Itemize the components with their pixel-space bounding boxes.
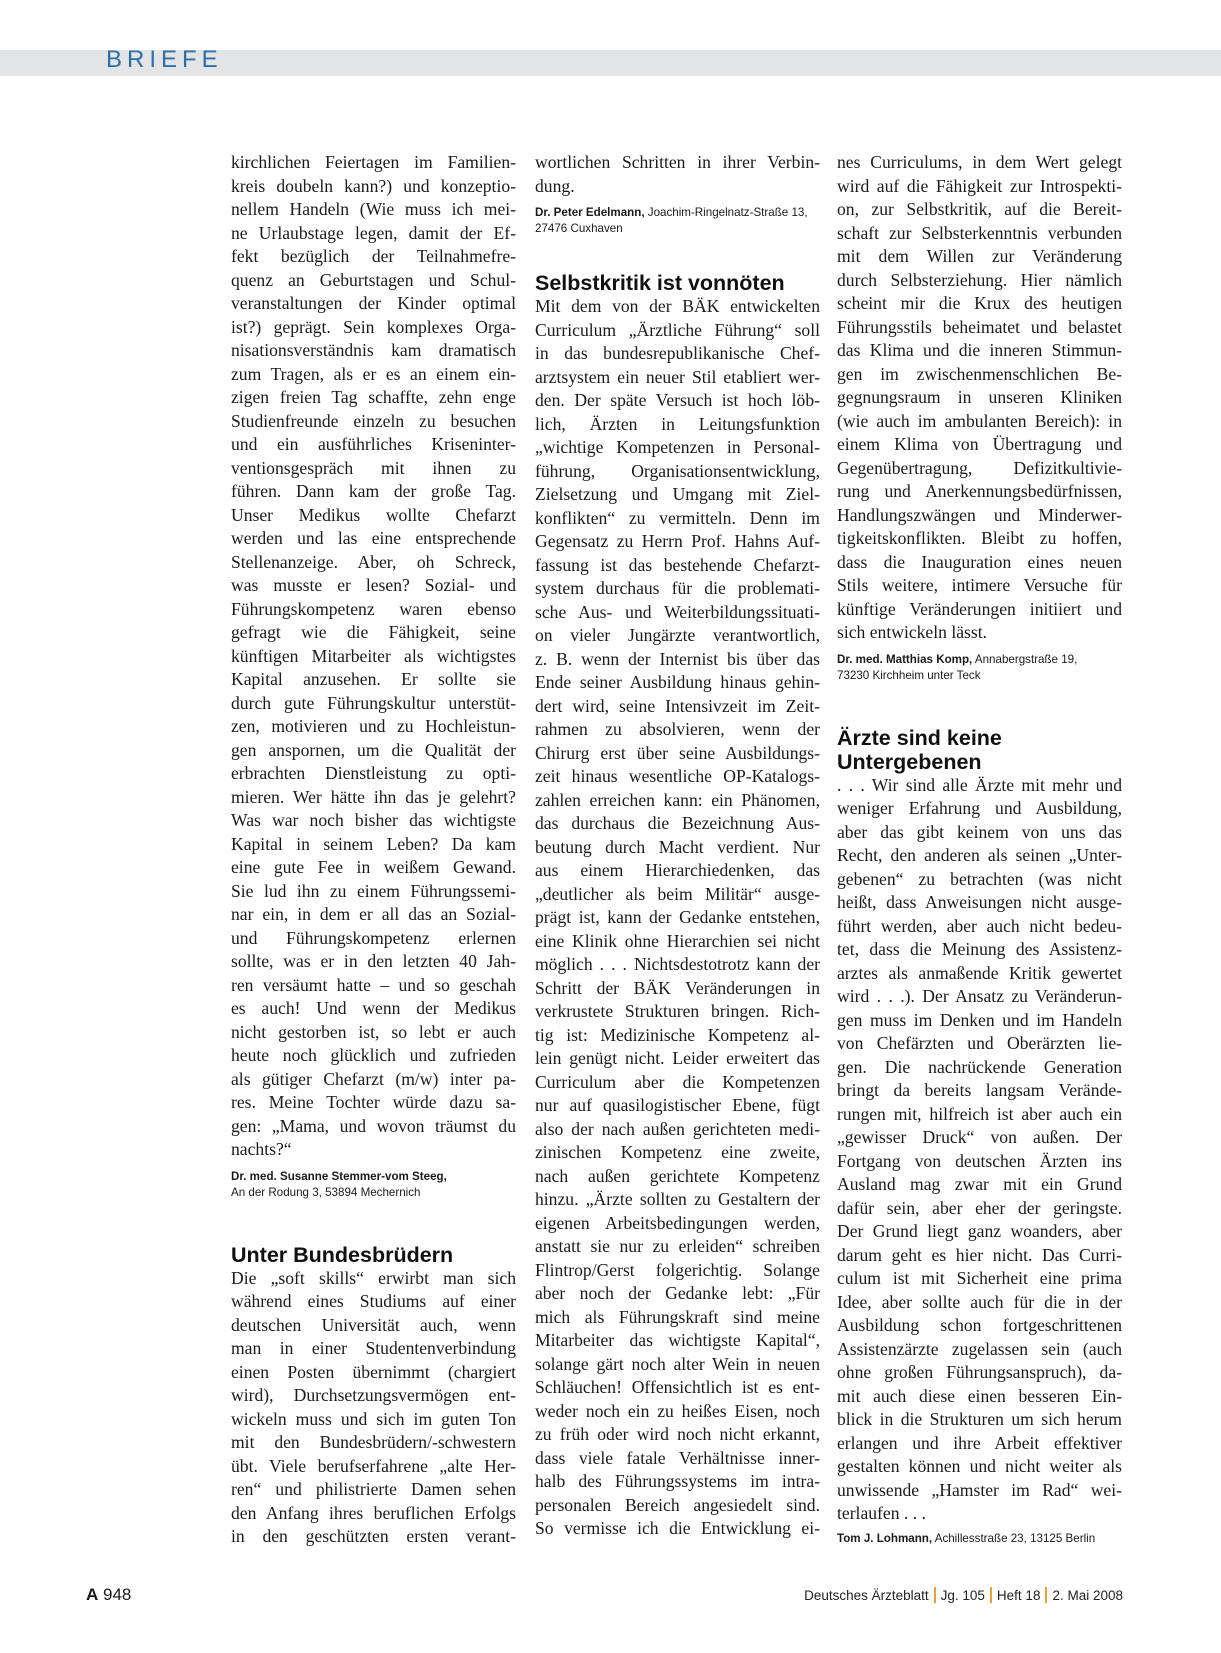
text-line: was musste er lesen? Sozial- und <box>231 575 516 595</box>
letter-body <box>231 1267 516 1549</box>
text-line: und Führungskompetenz erlernen <box>231 927 516 948</box>
text-line: einen Posten übernimmt (chargiert <box>231 1361 516 1382</box>
signature-address: Joachim-Ringelnatz-Straße 13, <box>644 206 808 219</box>
text-line: wird auf die Fähigkeit zur Introspekti- <box>837 175 1122 196</box>
text-line: zeit hinaus wesentliche OP-Katalogs- <box>535 766 820 786</box>
text-line: dass viele fatale Verhältnisse inner- <box>535 1447 820 1468</box>
text-line: quenz an Geburtstagen und Schul- <box>231 269 516 290</box>
text-line: den Anfang ihres beruflichen Erfolgs <box>231 1502 516 1523</box>
section-title: BRIEFE <box>106 46 223 73</box>
letter-heading <box>535 271 820 295</box>
text-line: aus einem Hierarchiedenken, das <box>535 860 820 880</box>
text-line: ne Urlaubstage legen, damit der Ef- <box>231 222 516 243</box>
signature-address: 27476 Cuxhaven <box>535 222 623 235</box>
text-line: dass die Inauguration eines neuen <box>837 551 1122 572</box>
text-line: zahlen erreichen kann: ein Phänomen, <box>535 789 820 810</box>
text-line: erbrachten Dienstleistung zu opti- <box>231 763 516 783</box>
text-line: So vermisse ich die Entwicklung ei- <box>535 1518 820 1538</box>
text-line: zen, motivieren und zu Hochleistun- <box>231 716 516 736</box>
text-line: nicht gestorben ist, so lebt er auch <box>231 1021 516 1042</box>
text-line: das Klima und die inneren Stimmun- <box>837 340 1122 360</box>
column-1 <box>231 151 516 1549</box>
text-line: Fortgang von deutschen Ärzten ins <box>837 1150 1122 1171</box>
text-line: kreis doubeln kann?) und konzeptio- <box>231 175 516 196</box>
text-line: veranstaltungen der Kinder optimal <box>231 293 516 313</box>
text-line: werden und las eine entsprechende <box>231 528 516 548</box>
text-line: erlangen und ihre Arbeit effektiver <box>837 1432 1122 1453</box>
text-line: als gütiger Chefarzt (m/w) inter pa- <box>231 1068 516 1089</box>
text-line: schaft zur Selbsterkenntnis verbunden <box>837 222 1122 243</box>
text-line: dafür sein, aber eher der geringste. <box>837 1197 1122 1218</box>
text-line: heute noch glücklich und zufrieden <box>231 1045 516 1065</box>
text-line: führt werden, aber auch nicht bedeu- <box>837 915 1122 936</box>
text-line: rung und Anerkennungsbedürfnissen, <box>837 481 1122 501</box>
text-line: man in einer Studentenverbindung <box>231 1338 516 1358</box>
text-line: von Chefärzten und Oberärzten lie- <box>837 1033 1122 1053</box>
text-line: ventionsgespräch mit ihnen zu <box>231 457 516 478</box>
text-line: gen muss im Denken und im Handeln <box>837 1009 1122 1030</box>
text-line: mieren. Wer hätte ihn das je gelehrt? <box>231 786 516 807</box>
text-line: (wie auch im ambulanten Bereich): in <box>837 410 1122 431</box>
text-line: Assistenzärzte zugelassen sein (auch <box>837 1338 1122 1359</box>
separator <box>990 1587 992 1603</box>
text-line: scheint mir die Krux des heutigen <box>837 293 1122 313</box>
text-line: sche Aus- und Weiterbildungssituati- <box>535 601 820 622</box>
text-line: sich entwickeln lässt. <box>837 622 988 642</box>
text-line: einem Klima von Übertragung und <box>837 434 1122 454</box>
text-line: wird . . .). Der Ansatz zu Veränderun- <box>837 986 1122 1006</box>
text-line: wird), Durchsetzungsvermögen ent- <box>231 1385 516 1405</box>
letter-signature <box>535 205 820 237</box>
column-2 <box>535 151 820 1541</box>
text-line: eine Klinik ohne Hierarchien sei nicht <box>535 930 820 951</box>
signature-address: Annabergstraße 19, <box>972 652 1078 666</box>
text-line: fassung ist das bestehende Chefarzt- <box>535 554 820 575</box>
text-line: on, zur Selbstkritik, auf die Bereit- <box>837 199 1122 219</box>
text-line: Mitarbeiter das wichtigste Kapital“, <box>535 1330 820 1350</box>
text-line: gestalten können und nicht weiter als <box>837 1456 1122 1476</box>
text-line: hinzu. „Ärzte sollten zu Gestaltern der <box>535 1189 820 1209</box>
text-line: culum ist mit Sicherheit eine prima <box>837 1268 1122 1288</box>
text-line: gen im zwischenmenschlichen Be- <box>837 363 1122 384</box>
letter-heading-text: Unter Bundesbrüdern <box>231 1242 454 1267</box>
text-line: eine gute Fee in weißem Gewand. <box>231 857 516 877</box>
text-line: prägt ist, kann der Gedanke entstehen, <box>535 907 820 927</box>
text-line: wickeln muss und sich im guten Ton <box>231 1408 516 1429</box>
text-line: nes Curriculums, in dem Wert gelegt <box>837 152 1122 172</box>
letter-heading-text: Ärzte sind keine <box>837 725 1002 750</box>
letter-signature <box>231 1169 516 1201</box>
text-line: gen anspornen, um die Qualität der <box>231 739 516 760</box>
text-line: nar ein, in dem er all das an Sozial- <box>231 904 516 924</box>
text-line: ist?) geprägt. Sein komplexes Orga- <box>231 316 516 337</box>
text-line: Recht, den anderen als seinen „Unter- <box>837 845 1122 865</box>
text-line: arztsystem ein neuer Stil etabliert wer- <box>535 366 820 387</box>
text-line: Stellenanzeige. Aber, oh Schreck, <box>231 551 516 572</box>
text-line: „gewisser Druck“ von außen. Der <box>837 1127 1122 1147</box>
text-line: Ausland mag zwar mit ein Grund <box>837 1174 1122 1194</box>
text-line: mit auch diese einen besseren Ein- <box>837 1385 1122 1406</box>
signature-name: Dr. Peter Edelmann, <box>535 206 645 219</box>
text-line: dert wird, seine Intensivzeit im Zeit- <box>535 695 820 716</box>
text-line: nach außen gerichtete Kompetenz <box>535 1165 820 1186</box>
text-line: tigkeitskonflikten. Bleibt zu hoffen, <box>837 528 1122 548</box>
text-line: Handlungszwängen und Minderwer- <box>837 504 1122 525</box>
text-line: zum Tragen, als er es an einem ein- <box>231 363 516 384</box>
journal-date: 2. Mai 2008 <box>1052 1588 1123 1603</box>
text-line: gen. Die nachrückende Generation <box>837 1056 1122 1077</box>
text-line: mit den Bundesbrüdern/-schwestern <box>231 1432 516 1452</box>
text-line: ohne großen Führungsanspruch), da- <box>837 1362 1122 1382</box>
text-line: Ausbildung schon fortgeschrittenen <box>837 1315 1122 1335</box>
page-number <box>86 1585 131 1605</box>
letter-heading-text: Untergebenen <box>837 749 982 774</box>
text-line: Schläuchen! Offensichtlich ist es ent- <box>535 1377 820 1397</box>
text-line: kirchlichen Feiertagen im Familien- <box>231 152 516 172</box>
text-line: tig ist: Medizinische Kompetenz al- <box>535 1024 820 1045</box>
text-line: weniger Erfahrung und Ausbildung, <box>837 798 1122 818</box>
text-line: gen: „Mama, und wovon träumst du <box>231 1115 516 1136</box>
signature-address: 73230 Kirchheim unter Teck <box>837 668 981 682</box>
text-line: also der nach außen gerichteten medi- <box>535 1118 820 1139</box>
text-line: nellem Handeln (Wie muss ich mei- <box>231 199 516 219</box>
text-line: nisationsverständnis kam dramatisch <box>231 340 516 360</box>
text-line: on vieler Jungärzte verantwortlich, <box>535 625 820 645</box>
text-line: Sie lud ihn zu einem Führungssemi- <box>231 880 516 901</box>
text-line: konflikten“ zu vermitteln. Denn im <box>535 507 820 528</box>
text-line: möglich . . . Nichtsdestotrotz kann der <box>535 954 820 974</box>
text-line: Idee, aber sollte auch für die in der <box>837 1291 1122 1312</box>
text-line: anstatt sie nur zu erleiden“ schreiben <box>535 1236 820 1256</box>
text-line: wortlichen Schritten in ihrer Verbin- <box>535 152 820 172</box>
letter-body <box>535 295 820 1541</box>
letter-signature <box>837 1531 1122 1547</box>
text-line: Unser Medikus wollte Chefarzt <box>231 504 516 525</box>
text-line: Gegenübertragung, Defizitkultivie- <box>837 457 1122 478</box>
text-line: durch gute Führungskultur unterstüt- <box>231 692 516 713</box>
text-line: zinischen Kompetenz eine zweite, <box>535 1142 820 1162</box>
text-line: Was war noch bisher das wichtigste <box>231 810 516 830</box>
signature-name: Tom J. Lohmann, <box>837 1531 933 1545</box>
text-line: mich als Führungskraft sind meine <box>535 1306 820 1327</box>
text-line: Ende seiner Ausbildung hinaus gehin- <box>535 672 820 692</box>
text-line: durch Selbsterziehung. Hier nämlich <box>837 269 1122 290</box>
text-line: Flintrop/Gerst folgerichtig. Solange <box>535 1259 820 1280</box>
text-line: nur auf quasilogistischer Ebene, fügt <box>535 1095 820 1115</box>
text-line: nachts?“ <box>231 1139 292 1159</box>
text-line: und ein ausführliches Kriseninter- <box>231 434 516 454</box>
text-line: zigen freien Tag schaffte, zehn enge <box>231 387 516 407</box>
text-line: res. Meine Tochter würde dazu sa- <box>231 1092 516 1112</box>
journal-issue: Heft 18 <box>996 1588 1041 1603</box>
signature-address: An der Rodung 3, 53894 Mechernich <box>231 1185 421 1199</box>
text-line: gegnungsraum in unseren Kliniken <box>837 387 1122 407</box>
text-line: rahmen zu absolvieren, wenn der <box>535 719 820 739</box>
text-line: eigenen Arbeitsbedingungen werden, <box>535 1212 820 1233</box>
text-line: Curriculum aber die Kompetenzen <box>535 1071 820 1092</box>
text-line: terlaufen . . . <box>837 1503 926 1523</box>
text-line: es auch! Und wenn der Medikus <box>231 998 516 1018</box>
text-line: rungen mit, hilfreich ist aber auch ein <box>837 1103 1122 1124</box>
text-line: dung. <box>535 175 575 196</box>
letter-body <box>231 151 516 1162</box>
journal-info <box>804 1587 1123 1603</box>
text-line: Kapital anzusehen. Er sollte sie <box>231 669 516 689</box>
text-line: Führungskompetenz waren ebenso <box>231 598 516 619</box>
text-line: das durchaus die Bezeichnung Aus- <box>535 813 820 833</box>
text-line: fekt bezüglich der Teilnahmefre- <box>231 246 516 266</box>
text-line: sollte, was er in den letzten 40 Jah- <box>231 951 516 971</box>
text-line: Zielsetzung und Umgang mit Ziel- <box>535 484 820 504</box>
page-num: 948 <box>103 1585 132 1604</box>
text-line: beutung durch Macht verdient. Nur <box>535 836 820 857</box>
text-line: gebenen“ zu betrachten (was nicht <box>837 868 1122 889</box>
signature-name: Dr. med. Matthias Komp, <box>837 652 973 666</box>
text-line: in das bundesrepublikanische Chef- <box>535 343 820 363</box>
letter-body <box>535 151 820 198</box>
text-line: personalen Bereich angesiedelt sind. <box>535 1494 820 1515</box>
letter-body <box>837 151 1122 645</box>
text-line: „wichtige Kompetenzen in Personal- <box>535 437 820 457</box>
text-line: heißt, dass Anweisungen nicht ausge- <box>837 892 1122 912</box>
text-line: bringt da bereits langsam Verände- <box>837 1080 1122 1100</box>
text-line: ren“ und philistrierte Damen sehen <box>231 1479 516 1499</box>
text-line: ren versäumt hatte – und so geschah <box>231 974 516 995</box>
page-prefix: A <box>86 1585 99 1604</box>
text-line: aber das gibt keinem von uns das <box>837 821 1122 842</box>
text-line: weder noch ein zu heißes Eisen, noch <box>535 1400 820 1421</box>
text-line: künftigen Mitarbeiter als wichtigstes <box>231 645 516 666</box>
signature-address: Achillesstraße 23, 13125 Berlin <box>932 1531 1096 1545</box>
text-line: Curriculum „Ärztliche Führung“ soll <box>535 319 820 340</box>
text-line: mit dem Willen zur Veränderung <box>837 246 1122 266</box>
text-line: zu früh oder wird noch nicht erkannt, <box>535 1424 820 1444</box>
text-line: darum geht es hier nicht. Das Curri- <box>837 1244 1122 1265</box>
text-line: Der Grund liegt ganz woanders, aber <box>837 1221 1122 1241</box>
text-line: system durchaus für die problemati- <box>535 578 820 598</box>
text-line: Stils weitere, intimere Versuche für <box>837 575 1122 595</box>
text-line: Führungsstils beheimatet und belastet <box>837 316 1122 337</box>
text-line: „deutlicher als beim Militär“ ausge- <box>535 883 820 904</box>
text-line: verkrustete Strukturen bringen. Rich- <box>535 1001 820 1021</box>
text-line: blick in die Strukturen um sich herum <box>837 1409 1122 1429</box>
letter-heading <box>837 726 1122 774</box>
text-line: solange gärt noch alter Wein in neuen <box>535 1353 820 1374</box>
text-line: in den geschützten ersten verant- <box>231 1526 516 1546</box>
text-line: künftige Veränderungen initiiert und <box>837 598 1122 619</box>
letter-body <box>837 774 1122 1526</box>
letter-heading <box>231 1243 516 1267</box>
text-line: aber noch der Gedanke lebt: „Für <box>535 1283 820 1303</box>
text-line: Die „soft skills“ erwirbt man sich <box>231 1267 516 1288</box>
text-line: arztes als anmaßende Kritik gewertet <box>837 962 1122 983</box>
text-line: unwissende „Hamster im Rad“ wei- <box>837 1479 1122 1500</box>
letter-signature <box>837 652 1122 684</box>
letter-heading-text: Selbstkritik ist vonnöten <box>535 271 785 295</box>
text-line: halb des Führungssystems im intra- <box>535 1471 820 1491</box>
text-line: deutschen Universität auch, wenn <box>231 1314 516 1335</box>
text-line: während eines Studiums auf einer <box>231 1291 516 1311</box>
text-line: führung, Organisationsentwicklung, <box>535 460 820 481</box>
text-line: Chirurg erst über seine Ausbildungs- <box>535 742 820 763</box>
text-line: z. B. wenn der Internist bis über das <box>535 648 820 669</box>
text-line: gefragt wie die Fähigkeit, seine <box>231 622 516 642</box>
signature-name: Dr. med. Susanne Stemmer-vom Steeg, <box>231 1169 447 1183</box>
journal-volume: Jg. 105 <box>940 1588 985 1603</box>
text-line: Studienfreunde einzeln zu besuchen <box>231 410 516 431</box>
separator <box>1045 1587 1047 1603</box>
separator <box>934 1587 936 1603</box>
text-line: lein genügt nicht. Leider erweitert das <box>535 1048 820 1068</box>
column-3 <box>837 151 1122 1547</box>
text-line: Gegensatz zu Herrn Prof. Hahns Auf- <box>535 531 820 551</box>
text-line: übt. Viele berufserfahrene „alte Her- <box>231 1455 516 1476</box>
text-line: tet, dass die Meinung des Assistenz- <box>837 939 1122 959</box>
text-line: den. Der späte Versuch ist hoch löb- <box>535 390 820 410</box>
text-line: Kapital in seinem Leben? Da kam <box>231 833 516 854</box>
text-line: Schritt der BÄK Veränderungen in <box>535 977 820 998</box>
text-line: führen. Dann kam der große Tag. <box>231 481 516 501</box>
text-line: Mit dem von der BÄK entwickelten <box>535 296 820 316</box>
journal-name: Deutsches Ärzteblatt <box>804 1588 929 1603</box>
text-line: lich, Ärzten in Leitungsfunktion <box>535 413 820 434</box>
text-line: . . . Wir sind alle Ärzte mit mehr und <box>837 774 1122 795</box>
